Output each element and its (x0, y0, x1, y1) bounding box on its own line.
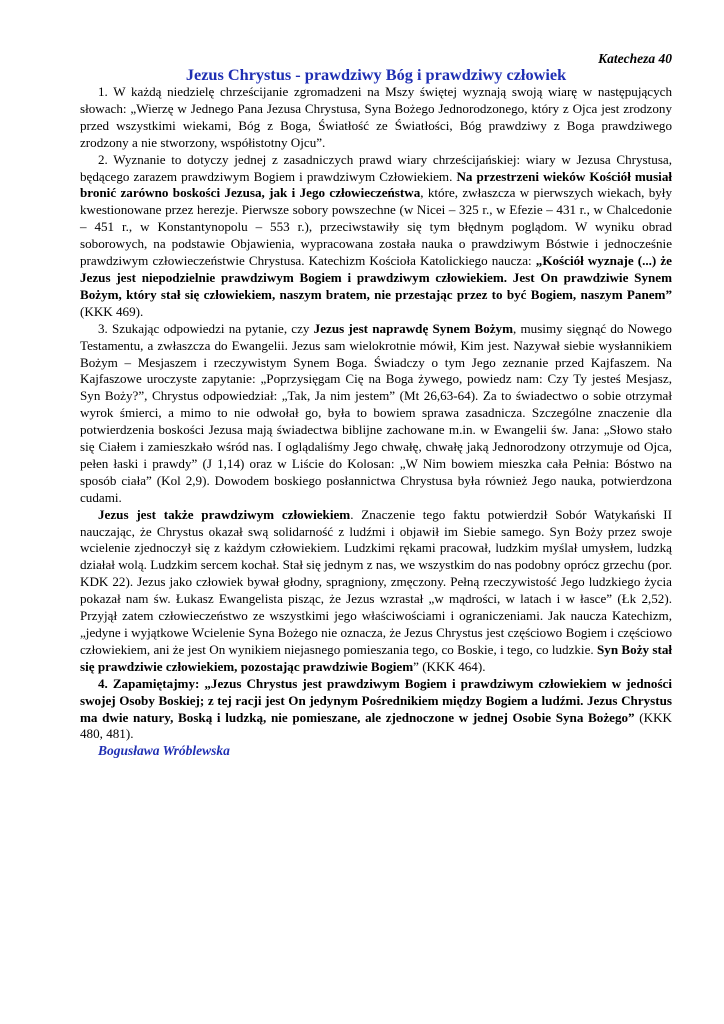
paragraph-5 (80, 676, 672, 744)
text-run: (KKK 480, 481). (80, 709, 672, 742)
text-run: . Znaczenie tego faktu potwierdził Sobór Watykański II nauczając, że Chrystus okazał swą solidarność z ludźmi i objawił im Siebie samego. Syn Boży przez swoje wcielenie zjednoczył się z każdym człowiekiem. Ludzkimi rękami pracował, ludzkim myślał umysłem, ludzką działał wolą. Ludzkim sercem kochał. Stał się jednym z nas, we wszystkim do nas podobny oprócz grzechu (por. KDK 22). Jezus jako człowiek bywał głodny, spragniony, zmęczony. Pełną rzeczywistość Jego ludzkiego życia pokazał nam św. Łukasz Ewangelista pisząc, że Jezus wzrastał „w mądrości, w latach i w łasce” (Łk 2,52). Przyjął zatem człowieczeństwo ze wszystkimi jego właściwościami i ograniczeniami. Jak naucza Katechizm, „jedyne i wyjątkowe Wcielenie Syna Bożego nie oznacza, że Jezus Chrystus jest częściowo Bogiem i częściowo człowiekiem, ani że jest On wynikiem niejasnego pomieszania tego, co Boskie, i tego, co ludzkie. (80, 506, 672, 657)
text-run: , musimy sięgnąć do Nowego Testamentu, a zwłaszcza do Ewangelii. Jezus sam wielokrotnie mówił, Kim jest. Nazywał siebie wysłannikiem Bożym – Mesjaszem i rzeczywistym Synem Boga. Świadczy o tym Jego zeznanie przed Kajfaszem. Na Kajfaszowe uroczyste zapytanie: „Poprzysięgam Cię na Boga żywego, powiedz nam: Czy Ty jesteś Mesjasz, Syn Boży?”, Chrystus odpowiedział: „Tak, Ja nim jestem” (Mt 26,63-64). Za to świadectwo o sobie otrzymał wyrok śmierci, a mimo to nie odwołał go, była to bowiem sprawa zasadnicza. Szczególne znaczenie dla potwierdzenia boskości Jezusa mają świadectwa biblijne zachowane m.in. w Ewangelii św. Jana: „Słowo stało się Ciałem i zamieszkało wśród nas. I oglądaliśmy Jego chwałę, chwałę jaką Jednorodzony otrzymuje od Ojca, pełen łaski i prawdy” (J 1,14) oraz w Liście do Kolosan: „W Nim bowiem mieszka cała Pełnia: Bóstwo na sposób ciała” (Kol 2,9). Dowodem boskiego posłannictwa Chrystusa była również Jego nauka, potwierdzona cudami. (80, 320, 672, 505)
bold-text-run: 4. Zapamiętajmy: „Jezus Chrystus jest prawdziwym Bogiem i prawdziwym człowiekiem w jedności swojej Osoby Boskiej; z tej racji jest On jedynym Pośrednikiem między Bogiem a ludźmi. Jezus Chrystus ma dwie natury, Boską i ludzką, nie pomieszane, ale zjednoczone w jednej Osobie Syna Bożego” (80, 675, 672, 725)
catechesis-number: Katecheza 40 (598, 51, 672, 66)
page-title: Jezus Chrystus - prawdziwy Bóg i prawdziwy człowiek (185, 65, 567, 84)
bold-text-run: „Kościół wyznaje (...) że Jezus jest niepodzielnie prawdziwym Bogiem i prawdziwym człowiekiem. Jest On prawdziwie Synem Bożym, który stał się człowiekiem, naszym bratem, nie przestając przez to być Bogiem, naszym Panem” (80, 253, 672, 302)
text-run: 3. Szukając odpowiedzi na pytanie, czy (98, 320, 314, 336)
paragraph-1 (80, 84, 672, 152)
paragraph-2 (80, 152, 672, 321)
document-page (80, 50, 672, 760)
text-run: ” (KKK 464). (413, 658, 486, 674)
text-run: , które, zwłaszcza w pierwszych wiekach, były kwestionowane przez herezje. Pierwsze sobory powszechne (w Nicei – 325 r., w Efezie – 431 r., w Chalcedonie – 451 r., w Konstantynopolu – 553 r.), przeciwstawiły się tym błędnym poglądom. W wyniku obrad soborowych, na podstawie Objawienia, wypracowana została nauka o prawdziwym Bóstwie i jednocześnie prawdziwym człowieczeństwie Chrystusa. Katechizm Kościoła Katolickiego naucza: (80, 185, 672, 269)
text-run: (KKK 469). (80, 303, 144, 319)
bold-text-run: Jezus jest naprawdę Synem Bożym (313, 320, 514, 336)
bold-text-run: Syn Boży stał się prawdziwie człowiekiem, pozostając prawdziwie Bogiem (80, 641, 673, 674)
text-run: 2. Wyznanie to dotyczy jednej z zasadniczych prawd wiary chrześcijańskiej: wiary w Jezusa Chrystusa, będącego zarazem prawdziwym Bogiem i prawdziwym Człowiekiem. (80, 151, 672, 184)
bold-text-run: Jezus jest także prawdziwym człowiekiem (98, 506, 351, 522)
bold-text-run: Na przestrzeni wieków Kościół musiał bronić zarówno boskości Jezusa, jak i Jego człowieczeństwa (80, 168, 673, 201)
paragraph-4 (80, 507, 672, 676)
paragraph-3 (80, 321, 672, 507)
body-text (80, 84, 672, 743)
author-signature: Bogusława Wróblewska (98, 743, 230, 759)
text-run: 1. W każdą niedzielę chrześcijanie zgromadzeni na Mszy świętej wyznają swoją wiarę w następujących słowach: „Wierzę w Jednego Pana Jezusa Chrystusa, Syna Bożego Jednorodzonego, który z Ojca jest zrodzony przed wszystkimi wiekami, Bóg z Boga, Światłość ze Światłości, Bóg prawdziwy z Boga prawdziwego zrodzony a nie stworzony, współistotny Ojcu”. (80, 84, 672, 150)
